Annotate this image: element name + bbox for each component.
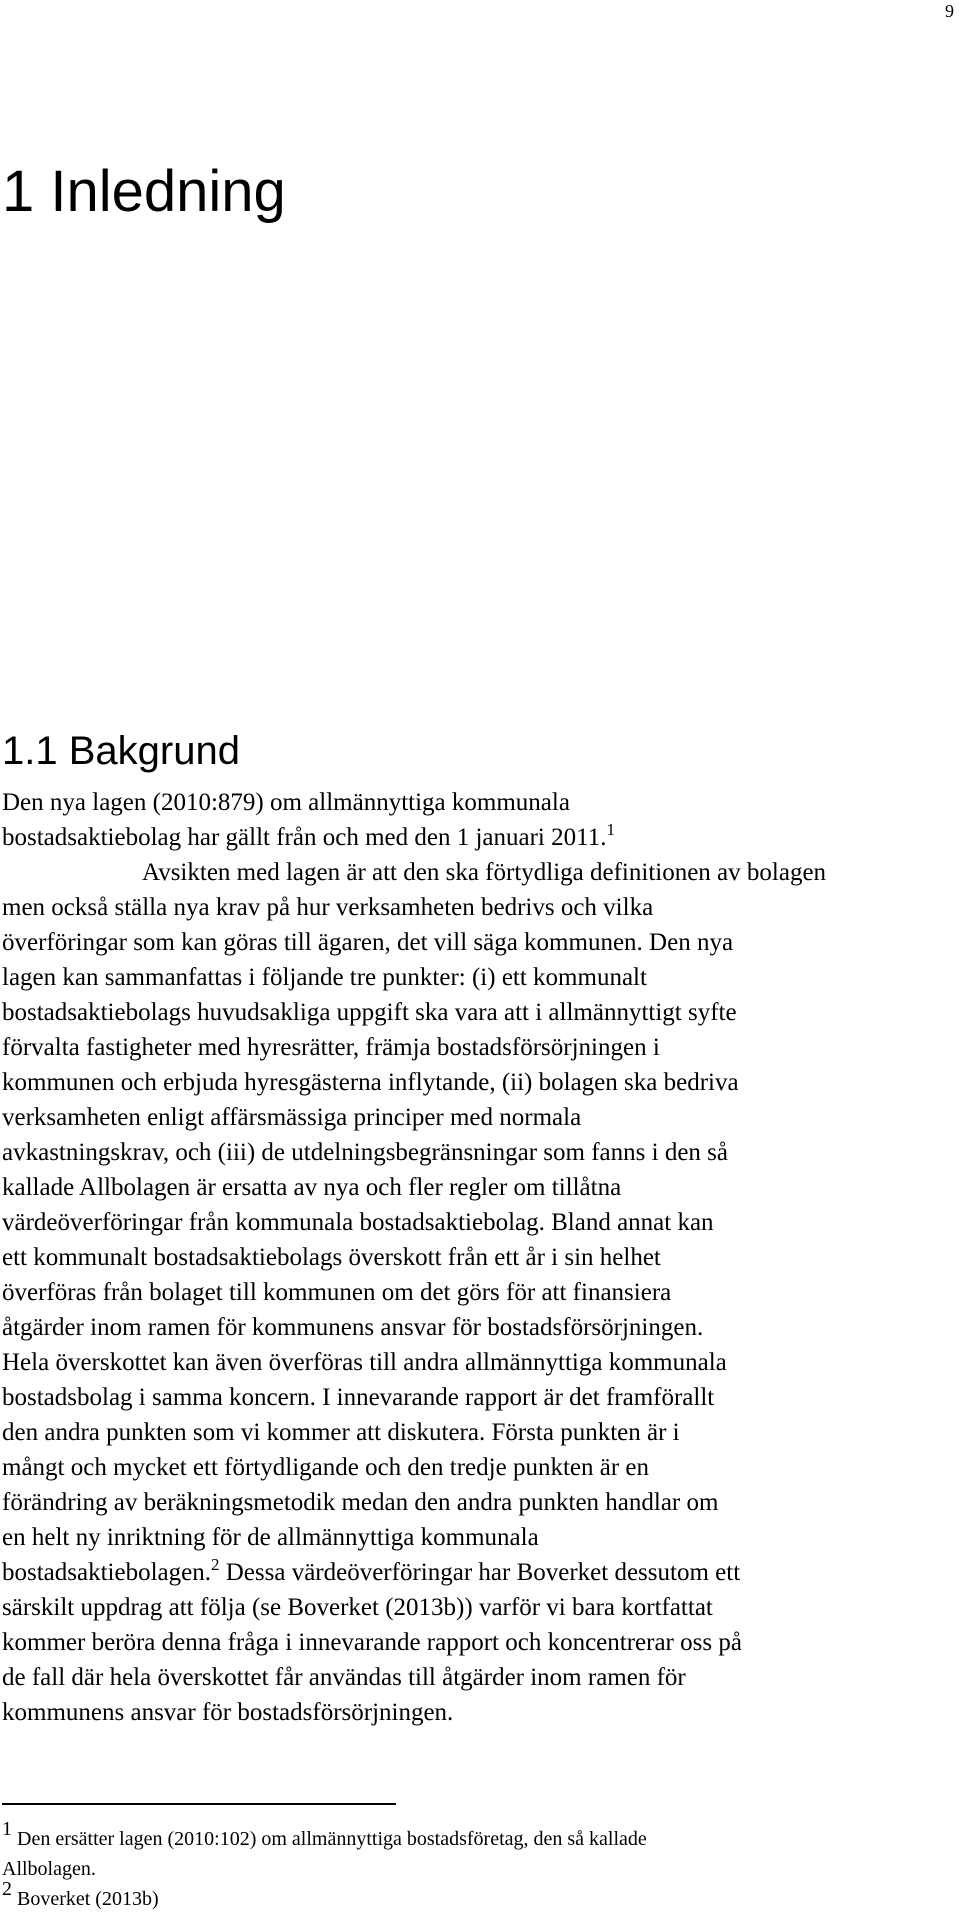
- footnote-number: 1: [2, 1818, 12, 1840]
- footnote-ref-2[interactable]: 2: [210, 1555, 220, 1574]
- body-line: kallade Allbolagen är ersatta av nya och fler regler om tillåtna: [2, 1174, 622, 1201]
- body-line: ett kommunalt bostadsaktiebolags överskott från ett år i sin helhet: [2, 1244, 661, 1271]
- body-line: mångt och mycket ett förtydligande och den tredje punkten är en: [2, 1454, 649, 1481]
- footnote-line: Allbolagen.: [2, 1858, 96, 1880]
- body-line: överföringar som kan göras till ägaren, det vill säga kommunen. Den nya: [2, 929, 734, 956]
- body-line-text: Dessa värdeöverföringar har Boverket dessutom ett: [225, 1559, 741, 1586]
- body-line: bostadsbolag i samma koncern. I innevarande rapport är det framförallt: [2, 1384, 715, 1411]
- footnote-number: 2: [2, 1878, 12, 1900]
- body-line: kommer beröra denna fråga i innevarande rapport och koncentrerar oss på: [2, 1629, 742, 1656]
- body-line: [2, 820, 902, 855]
- body-paragraph: [2, 785, 902, 1730]
- section-title: 1.1 Bakgrund: [2, 729, 240, 773]
- footnote-line: [2, 1878, 902, 1914]
- footnote-line: [2, 1818, 902, 1854]
- body-line: särskilt uppdrag att följa (se Boverket (2013b)) varför vi bara kortfattat: [2, 1594, 713, 1621]
- body-line: Avsikten med lagen är att den ska förtydliga definitionen av bolagen: [142, 859, 827, 886]
- body-line: åtgärder inom ramen för kommunens ansvar för bostadsförsörjningen.: [2, 1314, 704, 1341]
- body-line: kommunens ansvar för bostadsförsörjningen.: [2, 1699, 454, 1726]
- body-line: kommunen och erbjuda hyresgästerna inflytande, (ii) bolagen ska bedriva: [2, 1069, 739, 1096]
- body-line: en helt ny inriktning för de allmännyttiga kommunala: [2, 1524, 539, 1551]
- body-line-text: bostadsaktiebolagen.: [2, 1559, 211, 1586]
- body-line: bostadsaktiebolags huvudsakliga uppgift ska vara att i allmännyttigt syfte: [2, 999, 737, 1026]
- footnote-divider: [2, 1803, 396, 1805]
- footnote-1: [2, 1818, 902, 1884]
- body-line: överföras från bolaget till kommunen om det görs för att finansiera: [2, 1279, 672, 1306]
- body-line: Hela överskottet kan även överföras till andra allmännyttiga kommunala: [2, 1349, 727, 1376]
- body-line-text: bostadsaktiebolag har gällt från och med den 1 januari 2011.: [2, 824, 607, 851]
- body-line: men också ställa nya krav på hur verksamheten bedrivs och vilka: [2, 894, 654, 921]
- page-number: 9: [945, 1, 954, 21]
- body-line: värdeöverföringar från kommunala bostadsaktiebolag. Bland annat kan: [2, 1209, 714, 1236]
- footnote-ref-1[interactable]: 1: [606, 820, 615, 839]
- body-line: förändring av beräkningsmetodik medan den andra punkten handlar om: [2, 1489, 719, 1516]
- body-line: Den nya lagen (2010:879) om allmännyttiga kommunala: [2, 789, 570, 816]
- body-line: de fall där hela överskottet får användas till åtgärder inom ramen för: [2, 1664, 686, 1691]
- body-line: verksamheten enligt affärsmässiga principer med normala: [2, 1104, 582, 1131]
- footnote-text: Boverket (2013b): [17, 1888, 159, 1910]
- chapter-title: 1 Inledning: [2, 159, 286, 224]
- footnote-text: Den ersätter lagen (2010:102) om allmännyttiga bostadsföretag, den så kallade: [17, 1828, 647, 1850]
- body-line: förvalta fastigheter med hyresrätter, främja bostadsförsörjningen i: [2, 1034, 660, 1061]
- body-line: avkastningskrav, och (iii) de utdelningsbegränsningar som fanns i den så: [2, 1139, 728, 1166]
- body-line: lagen kan sammanfattas i följande tre punkter: (i) ett kommunalt: [2, 964, 647, 991]
- footnotes: [2, 1818, 902, 1914]
- body-line: den andra punkten som vi kommer att diskutera. Första punkten är i: [2, 1419, 680, 1446]
- footnote-2: [2, 1878, 902, 1914]
- body-line: [2, 1555, 902, 1590]
